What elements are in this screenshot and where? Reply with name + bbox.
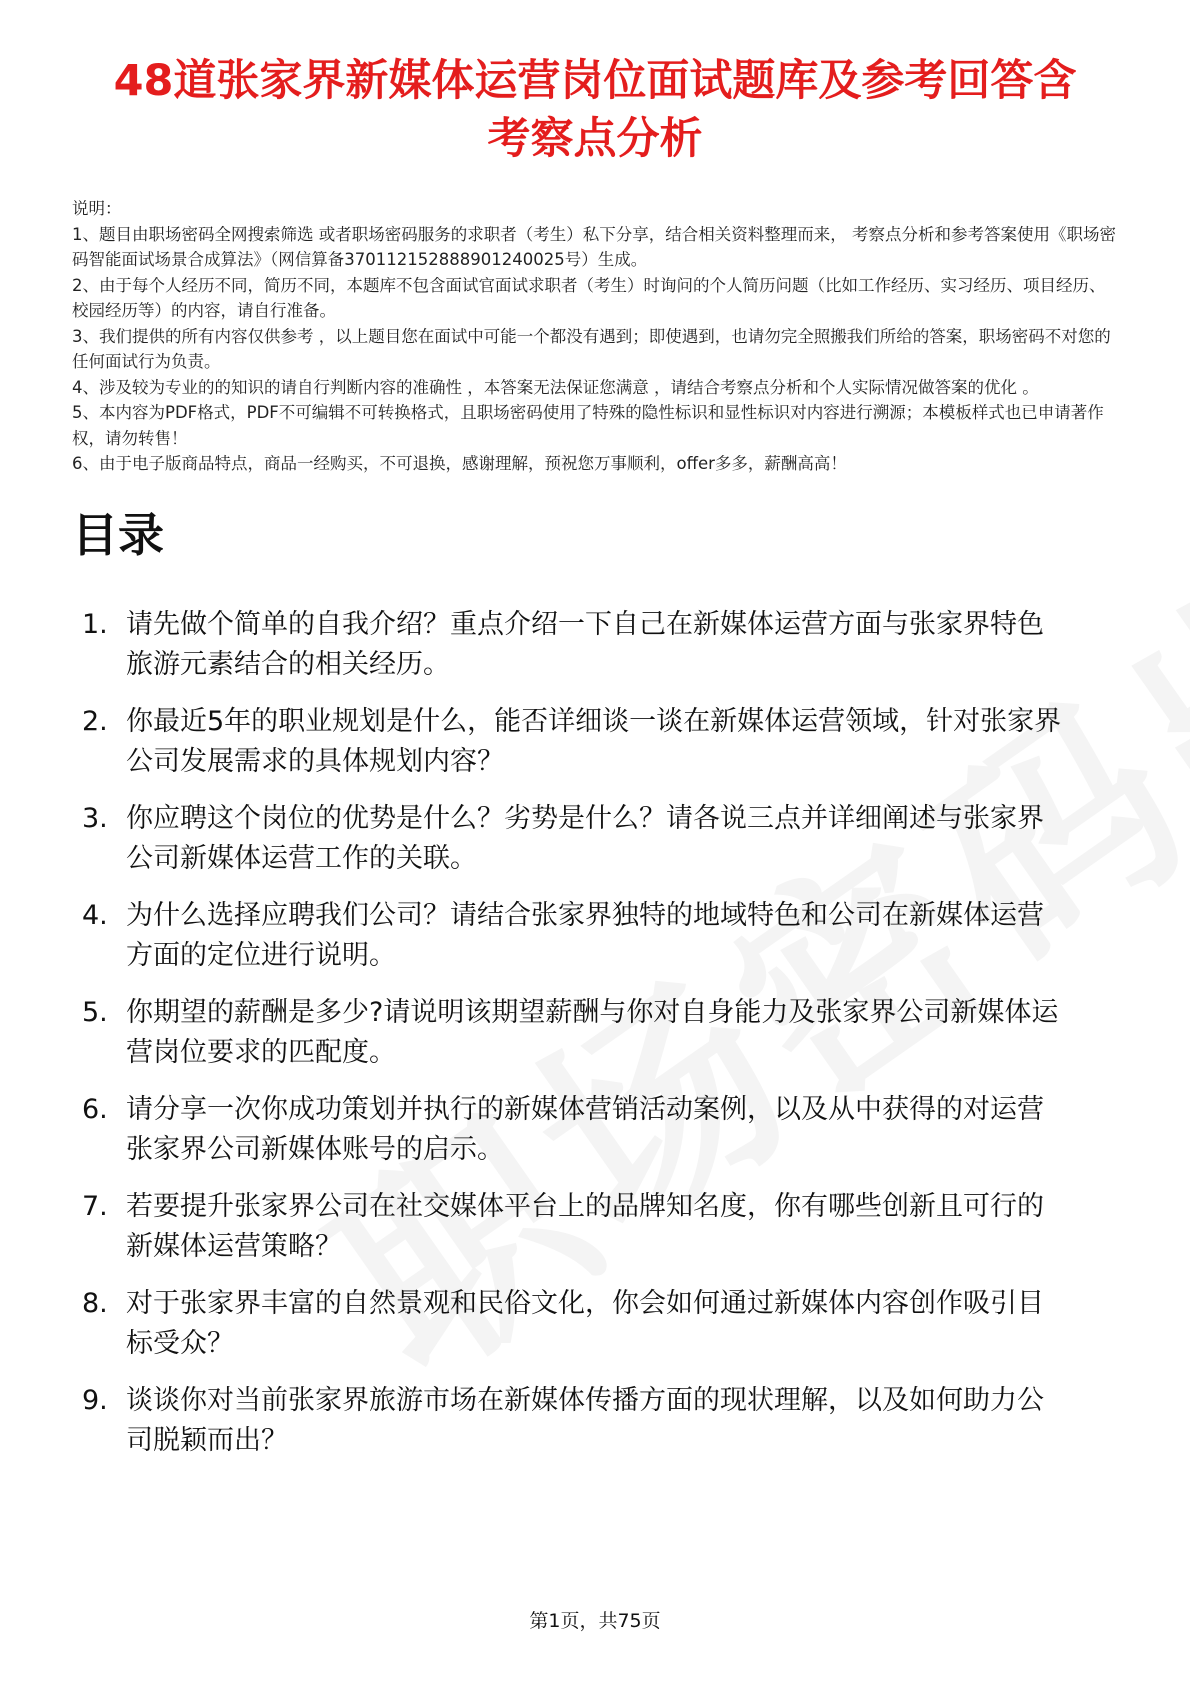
note-item: 2、由于每个人经历不同，简历不同，本题库不包含面试官面试求职者（考生）时询问的个人简历问题（比如工作经历、实习经历、项目经历、校园经历等）的内容，请自行准备。	[72, 275, 1106, 320]
toc-item-number: 9.	[82, 1384, 108, 1416]
toc-item-number: 3.	[82, 802, 108, 834]
toc-item-text: 你期望的薪酬是多少?请说明该期望薪酬与你对自身能力及张家界公司新媒体运营岗位要求的匹配度。	[126, 996, 1059, 1068]
note-item: 6、由于电子版商品特点，商品一经购买，不可退换，感谢理解，预祝您万事顺利，offer多多，薪酬高高！	[72, 454, 847, 473]
notes-section	[72, 196, 1118, 477]
note-item: 5、本内容为PDF格式，PDF不可编辑不可转换格式，且职场密码使用了特殊的隐性标识和显性标识对内容进行溯源；本模板样式也已申请著作权，请勿转售！	[72, 403, 1104, 448]
toc-item-number: 7.	[82, 1190, 108, 1222]
toc-item-text: 你最近5年的职业规划是什么，能否详细谈一谈在新媒体运营领域，针对张家界公司发展需求的具体规划内容？	[126, 705, 1062, 777]
toc-item-text: 请分享一次你成功策划并执行的新媒体营销活动案例，以及从中获得的对运营张家界公司新媒体账号的启示。	[126, 1093, 1044, 1165]
toc-heading: 目录	[72, 507, 164, 562]
toc-item-number: 2.	[82, 705, 108, 737]
toc-item-text: 对于张家界丰富的自然景观和民俗文化，你会如何通过新媒体内容创作吸引目标受众？	[126, 1287, 1044, 1359]
toc-item[interactable]	[72, 702, 1118, 782]
toc-item-text: 谈谈你对当前张家界旅游市场在新媒体传播方面的现状理解，以及如何助力公司脱颖而出？	[126, 1384, 1044, 1456]
toc-item[interactable]	[72, 1187, 1118, 1267]
toc-item-text: 为什么选择应聘我们公司？请结合张家界独特的地域特色和公司在新媒体运营方面的定位进行说明。	[126, 899, 1044, 971]
toc-item-text: 若要提升张家界公司在社交媒体平台上的品牌知名度，你有哪些创新且可行的新媒体运营策略？	[126, 1190, 1044, 1262]
note-item: 1、题目由职场密码全网搜索筛选 或者职场密码服务的求职者（考生）私下分享，结合相关资料整理而来， 考察点分析和参考答案使用《职场密码智能面试场景合成算法》（网信算备370112152888901240025号）生成。	[72, 224, 1116, 269]
toc-item-number: 4.	[82, 899, 108, 931]
toc-item-number: 6.	[82, 1093, 108, 1125]
note-item: 4、涉及较为专业的的知识的请自行判断内容的准确性 ，本答案无法保证您满意 ，请结合考察点分析和个人实际情况做答案的优化 。	[72, 377, 1039, 397]
note-item: 3、我们提供的所有内容仅供参考 ，以上题目您在面试中可能一个都没有遇到；即使遇到，也请勿完全照搬我们所给的答案，职场密码不对您的任何面试行为负责。	[72, 326, 1111, 371]
notes-heading: 说明：	[72, 199, 122, 218]
toc-item-text: 请先做个简单的自我介绍？重点介绍一下自己在新媒体运营方面与张家界特色旅游元素结合的相关经历。	[126, 608, 1044, 680]
toc-item-number: 5.	[82, 996, 108, 1028]
page-footer: 第1页，共75页	[529, 1610, 661, 1632]
toc-item[interactable]	[72, 993, 1118, 1073]
toc-item[interactable]	[72, 1090, 1118, 1170]
toc-item[interactable]	[72, 605, 1118, 685]
document-title: 48道张家界新媒体运营岗位面试题库及参考回答含考察点分析	[113, 56, 1077, 164]
toc-item[interactable]	[72, 896, 1118, 976]
toc-item-number: 8.	[82, 1287, 108, 1319]
toc-item[interactable]	[72, 1284, 1118, 1364]
toc-item[interactable]	[72, 1381, 1118, 1461]
toc-item-number: 1.	[82, 608, 108, 640]
toc-item[interactable]	[72, 799, 1118, 879]
toc-item-text: 你应聘这个岗位的优势是什么？劣势是什么？请各说三点并详细阐述与张家界公司新媒体运营工作的关联。	[126, 802, 1044, 874]
toc-list	[72, 605, 1118, 1461]
